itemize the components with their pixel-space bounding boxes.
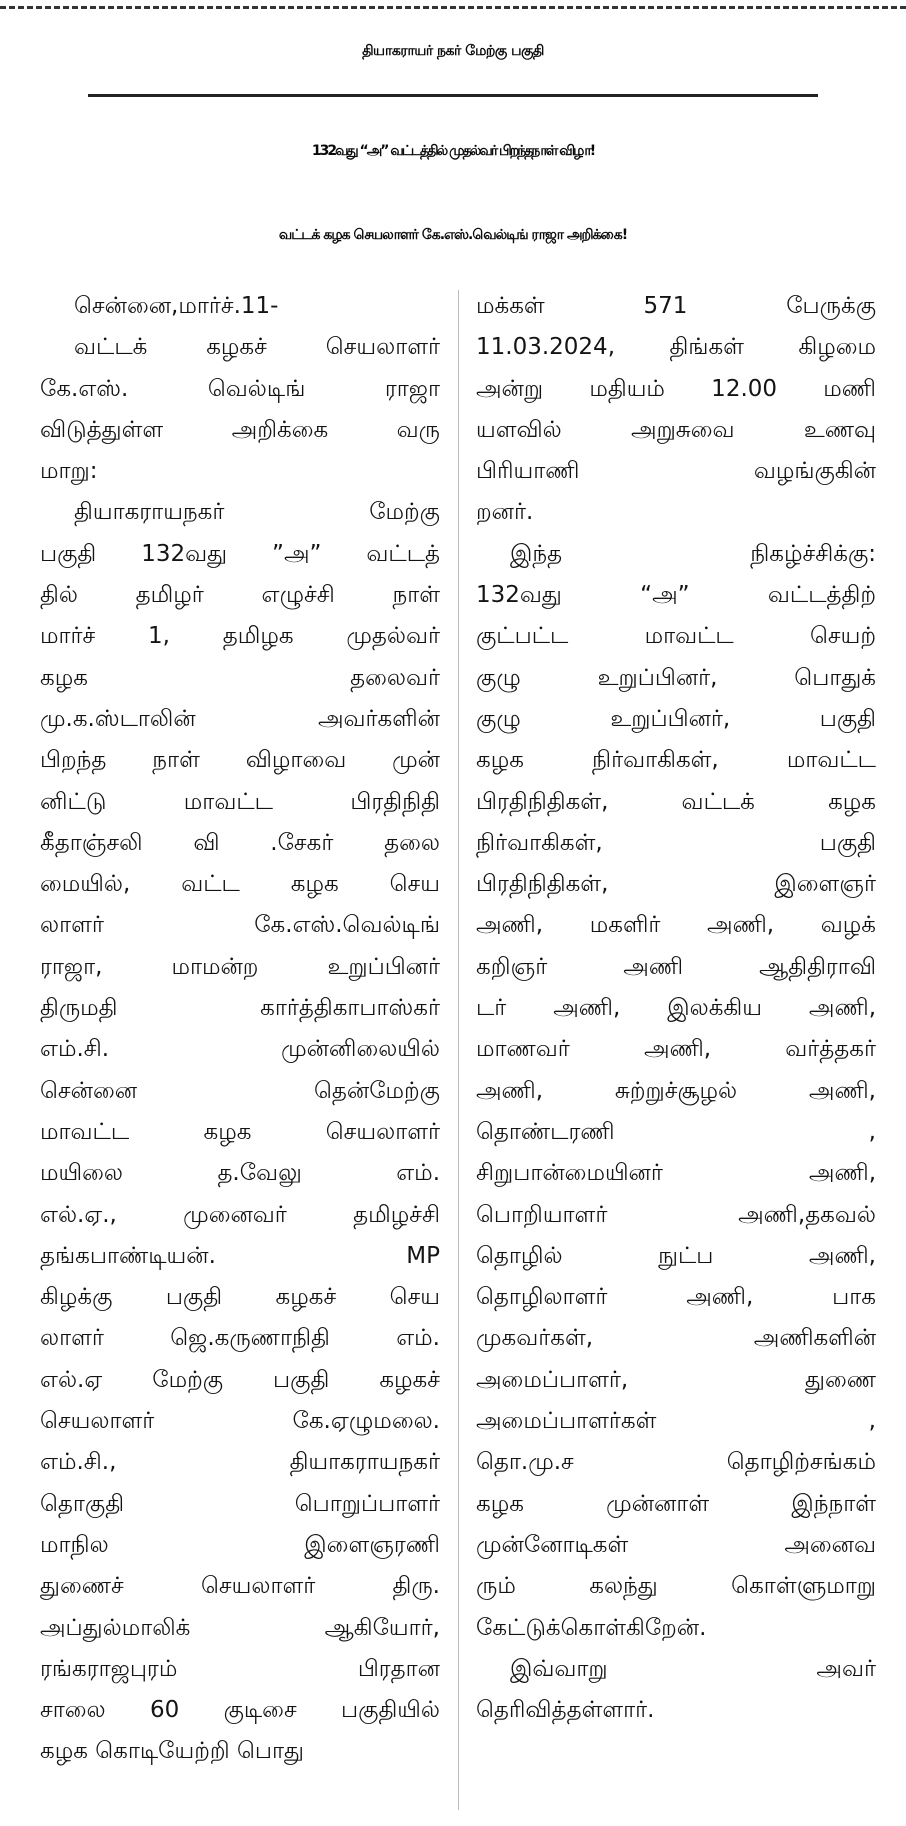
text-line: ரங்கராஜபுரம் பிரதான: [40, 1655, 440, 1682]
text-line: தெரிவித்தள்ளார்.: [476, 1697, 655, 1724]
text-line: மார்ச் 1, தமிழக முதல்வர்: [40, 623, 440, 650]
text-line: இந்த நிகழ்ச்சிக்கு:: [510, 540, 876, 567]
text-line: ரும் கலந்து கொள்ளுமாறு: [476, 1573, 876, 1600]
text-line: சிறுபான்மையினர் அணி,: [476, 1160, 876, 1187]
text-line: அன்று மதியம் 12.00 மணி: [476, 375, 876, 402]
text-line: தங்கபாண்டியன். MP: [40, 1242, 440, 1269]
text-line: அணி, சுற்றுச்சூழல் அணி,: [476, 1077, 876, 1104]
text-line: பிறந்த நாள் விழாவை முன்: [40, 747, 440, 774]
text-line: எல்.ஏ., முனைவர் தமிழச்சி: [40, 1201, 440, 1228]
text-line: கழக கொடியேற்றி பொது: [40, 1738, 304, 1765]
text-line: விடுத்துள்ள அறிக்கை வரு: [40, 416, 440, 443]
text-line: எல்.ஏ மேற்கு பகுதி கழகச்: [40, 1366, 440, 1393]
text-line: தொழிலாளர் அணி, பாக: [476, 1284, 876, 1311]
text-line: துணைச் செயலாளர் திரு.: [40, 1573, 440, 1600]
text-line: பிரியாணி வழங்குகின்: [476, 458, 876, 485]
text-line: முகவர்கள், அணிகளின்: [476, 1325, 876, 1352]
text-line: டர் அணி, இலக்கிய அணி,: [476, 995, 876, 1022]
text-line: னிட்டு மாவட்ட பிரதிநிதி: [40, 788, 440, 815]
text-line: சென்னை தென்மேற்கு: [40, 1077, 440, 1104]
text-line: திருமதி கார்த்திகாபாஸ்கர்: [40, 995, 440, 1022]
text-line: பகுதி 132வது ”அ” வட்டத்: [40, 540, 440, 567]
text-line: கிழக்கு பகுதி கழகச் செய: [40, 1284, 440, 1311]
text-line: மாவட்ட கழக செயலாளர்: [40, 1118, 440, 1145]
text-line: சென்னை,மார்ச்.11-: [74, 293, 279, 319]
text-line: இவ்வாறு அவர்: [510, 1655, 876, 1682]
text-line: தொண்டரணி ,: [476, 1118, 876, 1145]
text-line: கீதாஞ்சலி வி .சேகர் தலை: [40, 829, 440, 856]
heading-rule: [88, 94, 818, 97]
text-line: லாளர் ஜெ.கருணாநிதி எம்.: [40, 1325, 440, 1352]
text-line: அப்துல்மாலிக் ஆகியோர்,: [40, 1614, 440, 1641]
text-line: மு.க.ஸ்டாலின் அவர்களின்: [40, 705, 440, 732]
text-line: குழு உறுப்பினர், பகுதி: [476, 705, 876, 732]
text-line: அமைப்பாளர்கள் ,: [476, 1408, 876, 1435]
text-line: பிரதிநிதிகள், இளைஞர்: [476, 871, 876, 898]
text-line: மயிலை த.வேலு எம்.: [40, 1160, 440, 1187]
text-line: 11.03.2024, திங்கள் கிழமை: [476, 334, 876, 361]
section-heading: தியாகராயர் நகர் மேற்கு பகுதி: [362, 43, 544, 59]
text-line: மாறு:: [40, 458, 98, 485]
text-line: வட்டக் கழகச் செயலாளர்: [74, 334, 440, 361]
text-line: பொறியாளர் அணி,தகவல்: [476, 1201, 876, 1228]
text-line: ராஜா, மாமன்ற உறுப்பினர்: [40, 953, 440, 980]
text-line: தொகுதி பொறுப்பாளர்: [40, 1490, 440, 1517]
text-line: தொ.மு.ச தொழிற்சங்கம்: [476, 1449, 876, 1476]
text-line: லாளர் கே.எஸ்.வெல்டிங்: [40, 912, 440, 939]
text-line: தில் தமிழர் எழுச்சி நாள்: [40, 582, 440, 609]
text-line: கழக தலைவர்: [40, 664, 440, 691]
text-line: கழக நிர்வாகிகள், மாவட்ட: [476, 747, 876, 774]
text-line: நிர்வாகிகள், பகுதி: [476, 829, 876, 856]
left-column: [40, 286, 440, 1773]
text-line: மக்கள் 571 பேருக்கு: [476, 293, 876, 319]
text-line: செயலாளர் கே.ஏழுமலை.: [40, 1408, 440, 1435]
subheadline: வட்டக் கழக செயலாளர் கே.எஸ்.வெல்டிங் ராஜா அறிக்கை!: [278, 227, 628, 243]
text-line: கறிஞர் அணி ஆதிதிராவி: [476, 953, 876, 980]
text-line: குழு உறுப்பினர், பொதுக்: [476, 664, 876, 691]
text-line: மாணவர் அணி, வர்த்தகர்: [476, 1036, 876, 1063]
text-line: தியாகராயநகர் மேற்கு: [74, 499, 440, 526]
text-line: அமைப்பாளர், துணை: [476, 1366, 876, 1393]
text-line: மாநில இளைஞரணி: [40, 1531, 440, 1558]
text-line: கழக முன்னாள் இந்நாள்: [476, 1490, 876, 1517]
text-line: அணி, மகளிர் அணி, வழக்: [476, 912, 876, 939]
text-line: மையில், வட்ட கழக செய: [40, 871, 440, 898]
text-line: கேட்டுக்கொள்கிறேன்.: [476, 1614, 707, 1641]
top-dashed-border: [0, 6, 906, 9]
text-line: குட்பட்ட மாவட்ட செயற்: [476, 623, 876, 650]
text-line: தொழில் நுட்ப அணி,: [476, 1242, 876, 1269]
text-line: எம்.சி. முன்னிலையில்: [40, 1036, 440, 1063]
text-line: கே.எஸ். வெல்டிங் ராஜா: [40, 375, 440, 402]
column-divider: [458, 290, 459, 1810]
right-column: [476, 286, 876, 1731]
text-line: யளவில் அறுசுவை உணவு: [476, 416, 876, 443]
text-line: எம்.சி., தியாகராயநகர்: [40, 1449, 440, 1476]
text-line: 132வது “அ” வட்டத்திற்: [476, 582, 876, 609]
headline: 132வது “அ” வட்டத்தில் முதல்வர் பிறந்தநாள் விழா!: [311, 143, 595, 159]
text-line: சாலை 60 குடிசை பகுதியில்: [40, 1697, 440, 1724]
text-line: முன்னோடிகள் அனைவ: [476, 1531, 876, 1558]
text-line: பிரதிநிதிகள், வட்டக் கழக: [476, 788, 876, 815]
text-line: றனர்.: [476, 499, 534, 526]
